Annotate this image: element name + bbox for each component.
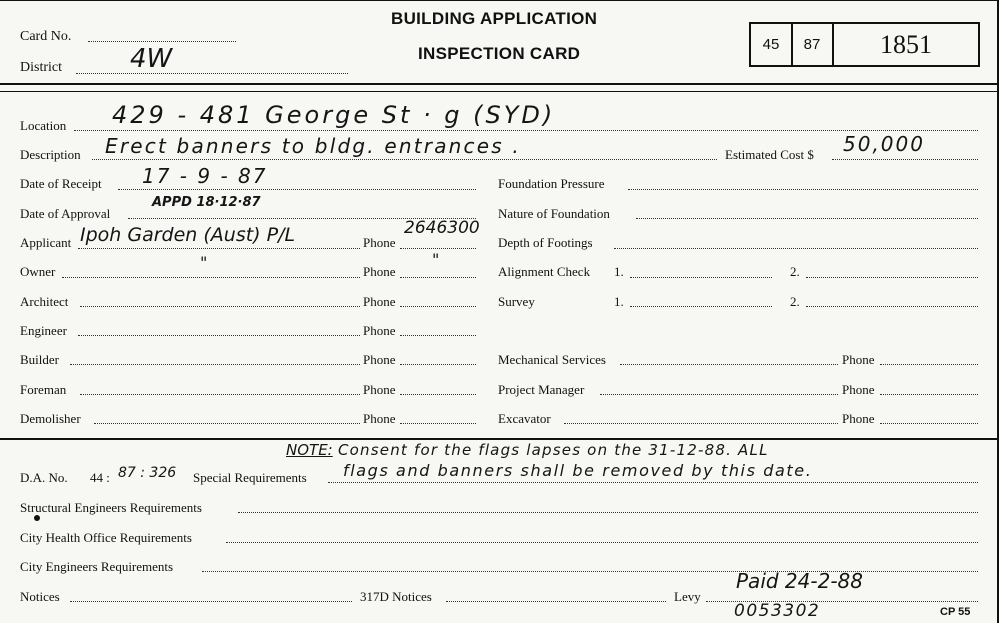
survey-num-2: 2. <box>790 294 800 309</box>
architect-phone-label: Phone <box>363 294 396 309</box>
owner-value: " <box>200 253 208 272</box>
builder-label: Builder <box>20 352 59 367</box>
note-line-2: flags and banners shall be removed by this date. <box>343 461 813 480</box>
alignment-check-label: Alignment Check <box>498 264 591 279</box>
owner-field[interactable] <box>62 277 360 278</box>
district-label: District <box>20 60 62 75</box>
note-line-1: Consent for the flags lapses on the 31-12-88. ALL <box>338 441 769 459</box>
architect-label: Architect <box>20 294 69 309</box>
levy-label: Levy <box>674 589 701 604</box>
notices-field[interactable] <box>70 601 352 602</box>
card-subtitle: INSPECTION CARD <box>418 44 581 63</box>
applicant-field[interactable] <box>78 248 360 249</box>
date-receipt-field[interactable] <box>118 189 476 190</box>
foundation-pressure-label: Foundation Pressure <box>498 176 605 191</box>
levy-value: Paid 24-2-88 <box>736 569 863 593</box>
location-field[interactable] <box>74 130 978 131</box>
header-divider-thin <box>0 91 999 92</box>
foreman-phone-label: Phone <box>363 382 396 397</box>
project-manager-field[interactable] <box>600 394 838 395</box>
depth-footings-label: Depth of Footings <box>498 235 593 250</box>
builder-field[interactable] <box>70 364 360 365</box>
alignment-num-2: 2. <box>790 264 800 279</box>
applicant-phone-value: 2646300 <box>404 218 480 238</box>
health-field[interactable] <box>226 542 978 543</box>
card-number-box <box>749 22 980 67</box>
engineer-label: Engineer <box>20 323 67 338</box>
receipt-value: 0053302 <box>734 601 821 621</box>
form-code: CP 55 <box>940 606 971 618</box>
demolisher-label: Demolisher <box>20 411 81 426</box>
foreman-label: Foreman <box>20 382 67 397</box>
description-label: Description <box>20 147 81 162</box>
district-value: 4W <box>130 44 173 74</box>
card-no-label: Card No. <box>20 29 72 44</box>
alignment-num-1: 1. <box>614 264 624 279</box>
demolisher-phone-field[interactable] <box>400 423 476 424</box>
alignment-field-2[interactable] <box>806 277 978 278</box>
box-cell-2: 87 <box>803 36 821 53</box>
date-approval-value: APPD 18·12·87 <box>152 195 261 210</box>
foreman-phone-field[interactable] <box>400 394 476 395</box>
excavator-phone-field[interactable] <box>880 423 978 424</box>
mechanical-phone-label: Phone <box>842 352 875 367</box>
excavator-phone-label: Phone <box>842 411 875 426</box>
date-approval-label: Date of Approval <box>20 206 111 221</box>
applicant-label: Applicant <box>20 235 72 250</box>
box-cell-3: 1851 <box>880 29 932 59</box>
district-field[interactable] <box>76 73 348 74</box>
da-no-label: D.A. No. <box>20 470 68 485</box>
notices-317d-field[interactable] <box>446 601 666 602</box>
architect-phone-field[interactable] <box>400 306 476 307</box>
estimated-cost-value: 50,000 <box>843 132 925 156</box>
survey-num-1: 1. <box>614 294 624 309</box>
da-no-value: 87 : 326 <box>118 465 177 481</box>
notices-label: Notices <box>20 589 60 604</box>
survey-label: Survey <box>498 294 535 309</box>
engineer-field[interactable] <box>78 335 360 336</box>
survey-field-2[interactable] <box>806 306 978 307</box>
architect-field[interactable] <box>80 306 360 307</box>
mechanical-field[interactable] <box>620 364 838 365</box>
location-value: 429 - 481 George St · g (SYD) <box>112 101 556 129</box>
nature-foundation-field[interactable] <box>636 218 978 219</box>
da-no-prefix: 44 : <box>90 470 110 485</box>
structural-field[interactable] <box>238 512 978 513</box>
foundation-pressure-field[interactable] <box>628 189 978 190</box>
card-no-field[interactable] <box>88 41 236 42</box>
project-manager-phone-field[interactable] <box>880 394 978 395</box>
mechanical-phone-field[interactable] <box>880 364 978 365</box>
header-divider <box>0 83 999 85</box>
description-field[interactable] <box>92 159 717 160</box>
card-title: BUILDING APPLICATION <box>391 9 598 28</box>
applicant-value: Ipoh Garden (Aust) P/L <box>80 224 296 246</box>
builder-phone-field[interactable] <box>400 364 476 365</box>
owner-phone-field[interactable] <box>400 277 476 278</box>
applicant-phone-field[interactable] <box>400 248 476 249</box>
excavator-field[interactable] <box>564 423 838 424</box>
mechanical-label: Mechanical Services <box>498 352 606 367</box>
engineer-phone-field[interactable] <box>400 335 476 336</box>
project-manager-phone-label: Phone <box>842 382 875 397</box>
demolisher-field[interactable] <box>94 423 360 424</box>
card-top-edge <box>0 0 999 1</box>
engineer-phone-label: Phone <box>363 323 396 338</box>
city-eng-label: City Engineers Requirements <box>20 559 174 574</box>
foreman-field[interactable] <box>80 394 360 395</box>
lower-section-divider <box>0 438 999 440</box>
special-req-label: Special Requirements <box>193 470 307 485</box>
owner-label: Owner <box>20 264 56 279</box>
excavator-label: Excavator <box>498 411 551 426</box>
location-label: Location <box>20 118 67 133</box>
demolisher-phone-label: Phone <box>363 411 396 426</box>
health-label: City Health Office Requirements <box>20 530 192 545</box>
note-label: NOTE: <box>286 441 333 459</box>
depth-footings-field[interactable] <box>614 248 978 249</box>
notices-317d-label: 317D Notices <box>360 589 432 604</box>
date-receipt-label: Date of Receipt <box>20 176 102 191</box>
structural-label: Structural Engineers Requirements <box>20 500 202 515</box>
nature-foundation-label: Nature of Foundation <box>498 206 610 221</box>
special-req-field-1[interactable] <box>328 482 978 483</box>
owner-phone-value: " <box>432 250 440 269</box>
estimated-cost-field[interactable] <box>832 159 978 160</box>
estimated-cost-label: Estimated Cost $ <box>725 147 814 162</box>
ink-mark <box>34 515 40 521</box>
survey-field-1[interactable] <box>630 306 772 307</box>
alignment-field-1[interactable] <box>630 277 772 278</box>
owner-phone-label: Phone <box>363 264 396 279</box>
builder-phone-label: Phone <box>363 352 396 367</box>
date-receipt-value: 17 - 9 - 87 <box>142 164 268 188</box>
description-value: Erect banners to bldg. entrances . <box>105 134 521 158</box>
applicant-phone-label: Phone <box>363 235 396 250</box>
box-cell-1: 45 <box>762 36 780 53</box>
project-manager-label: Project Manager <box>498 382 585 397</box>
